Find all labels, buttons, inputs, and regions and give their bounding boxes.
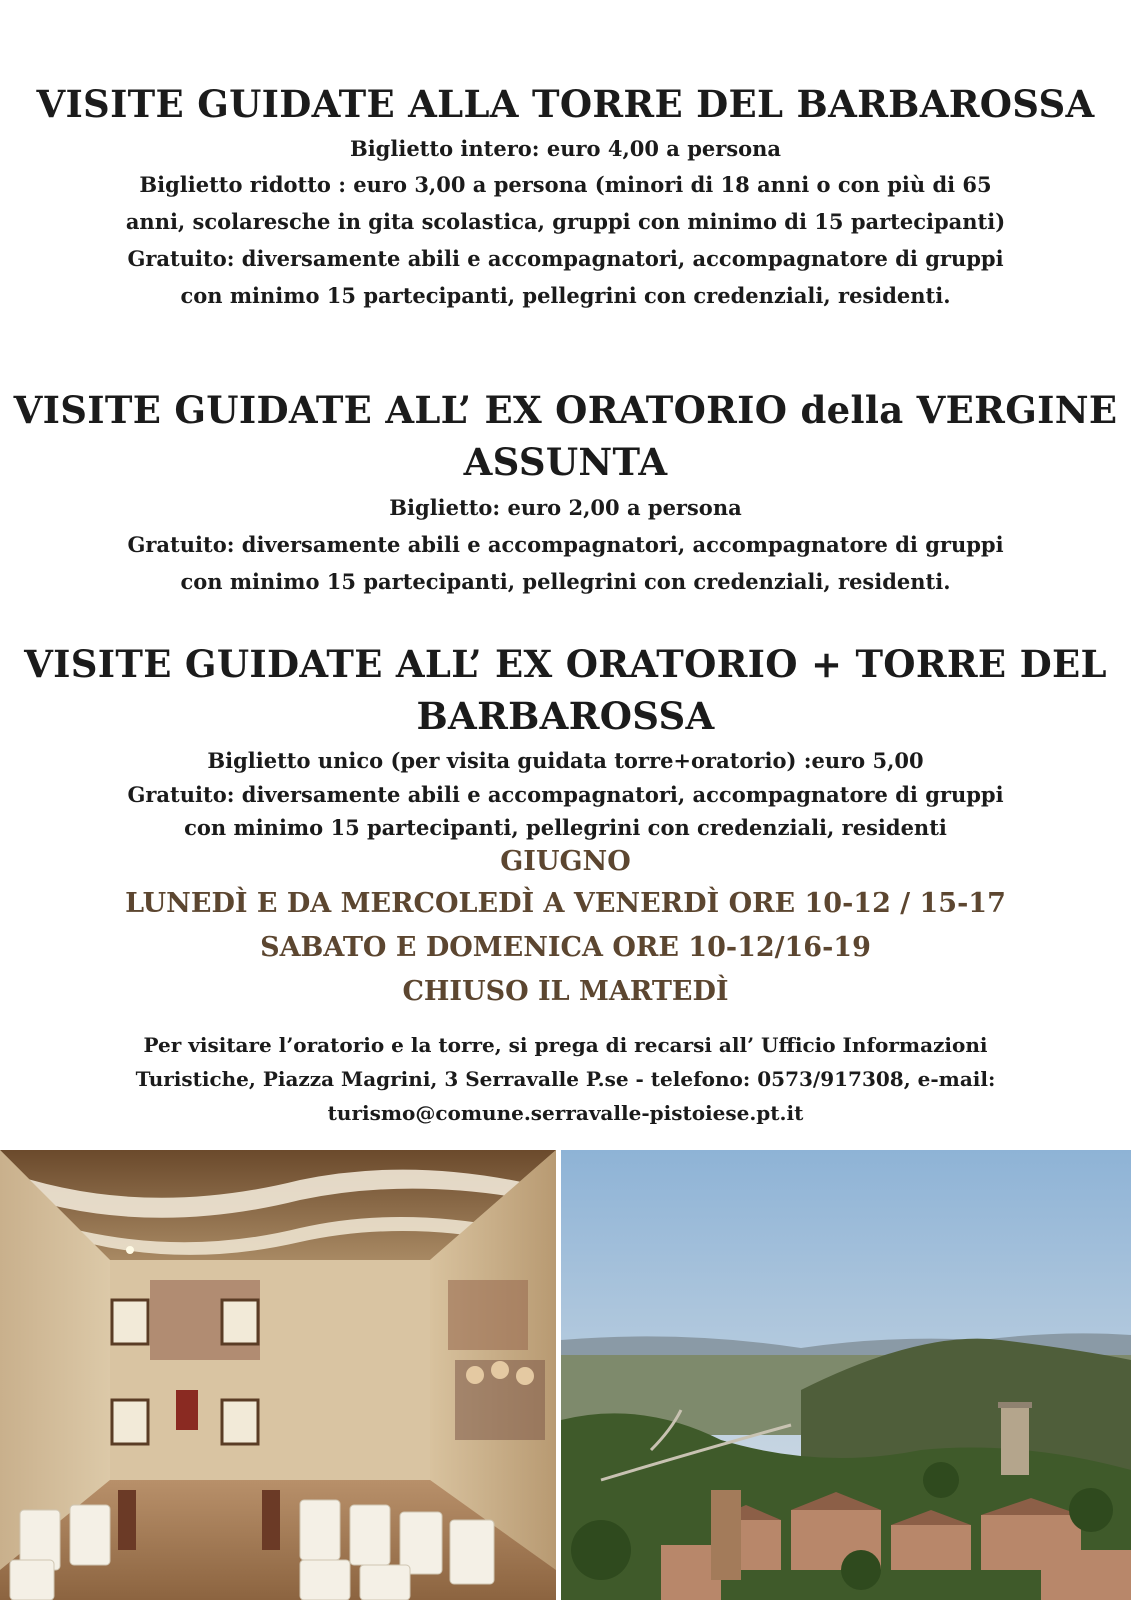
section-torre-free-2: con minimo 15 partecipanti, pellegrini con credenziali, residenti. (180, 283, 951, 308)
section-oratorio-title-2: ASSUNTA (463, 440, 668, 484)
section-combo-title-2: BARBAROSSA (416, 694, 715, 738)
section-torre-price-reduced-2: anni, scolaresche in gita scolastica, gruppi con minimo di 15 partecipanti) (125, 209, 1006, 234)
section-oratorio-price: Biglietto: euro 2,00 a persona (389, 495, 742, 520)
section-oratorio-free-2: con minimo 15 partecipanti, pellegrini con credenziali, residenti. (180, 569, 951, 594)
oratorio-interior-photo (0, 1150, 556, 1600)
section-combo-title-1: VISITE GUIDATE ALL’ EX ORATORIO + TORRE DEL (24, 642, 1107, 686)
contact-info (0, 1028, 1131, 1130)
section-oratorio-title-1: VISITE GUIDATE ALL’ EX ORATORIO della VERGINE (13, 388, 1118, 432)
section-oratorio-free-1: Gratuito: diversamente abili e accompagnatori, accompagnatore di gruppi (127, 532, 1004, 557)
contact-line-2: Turistiche, Piazza Magrini, 3 Serravalle P.se - telefono: 0573/917308, e-mail: (135, 1067, 996, 1091)
contact-line-1: Per visitare l’oratorio e la torre, si prega di recarsi all’ Ufficio Informazioni (143, 1033, 988, 1057)
serravalle-landscape-photo (561, 1150, 1131, 1600)
section-torre-price-full: Biglietto intero: euro 4,00 a persona (349, 136, 782, 161)
section-torre-title: VISITE GUIDATE ALLA TORRE DEL BARBAROSSA (36, 82, 1095, 126)
section-torre (0, 78, 1131, 314)
schedule-weekdays: LUNEDÌ E DA MERCOLEDÌ A VENERDÌ ORE 10-12 / 15-17 (125, 888, 1006, 919)
section-torre-free-1: Gratuito: diversamente abili e accompagnatori, accompagnatore di gruppi (127, 246, 1004, 271)
section-combo (0, 638, 1131, 844)
schedule-closed: CHIUSO IL MARTEDÌ (402, 976, 729, 1007)
section-oratorio (0, 384, 1131, 600)
section-combo-free-2: con minimo 15 partecipanti, pellegrini con credenziali, residenti (184, 815, 947, 840)
section-combo-free-1: Gratuito: diversamente abili e accompagnatori, accompagnatore di gruppi (127, 782, 1004, 807)
schedule-month: GIUGNO (500, 846, 631, 877)
section-torre-price-reduced-1: Biglietto ridotto : euro 3,00 a persona (minori di 18 anni o con più di 65 (139, 172, 992, 197)
section-combo-price: Biglietto unico (per visita guidata torre+oratorio) :euro 5,00 (207, 748, 924, 773)
contact-email[interactable]: turismo@comune.serravalle-pistoiese.pt.it (327, 1101, 804, 1125)
schedule (0, 842, 1131, 1014)
schedule-weekend: SABATO E DOMENICA ORE 10-12/16-19 (260, 932, 871, 963)
